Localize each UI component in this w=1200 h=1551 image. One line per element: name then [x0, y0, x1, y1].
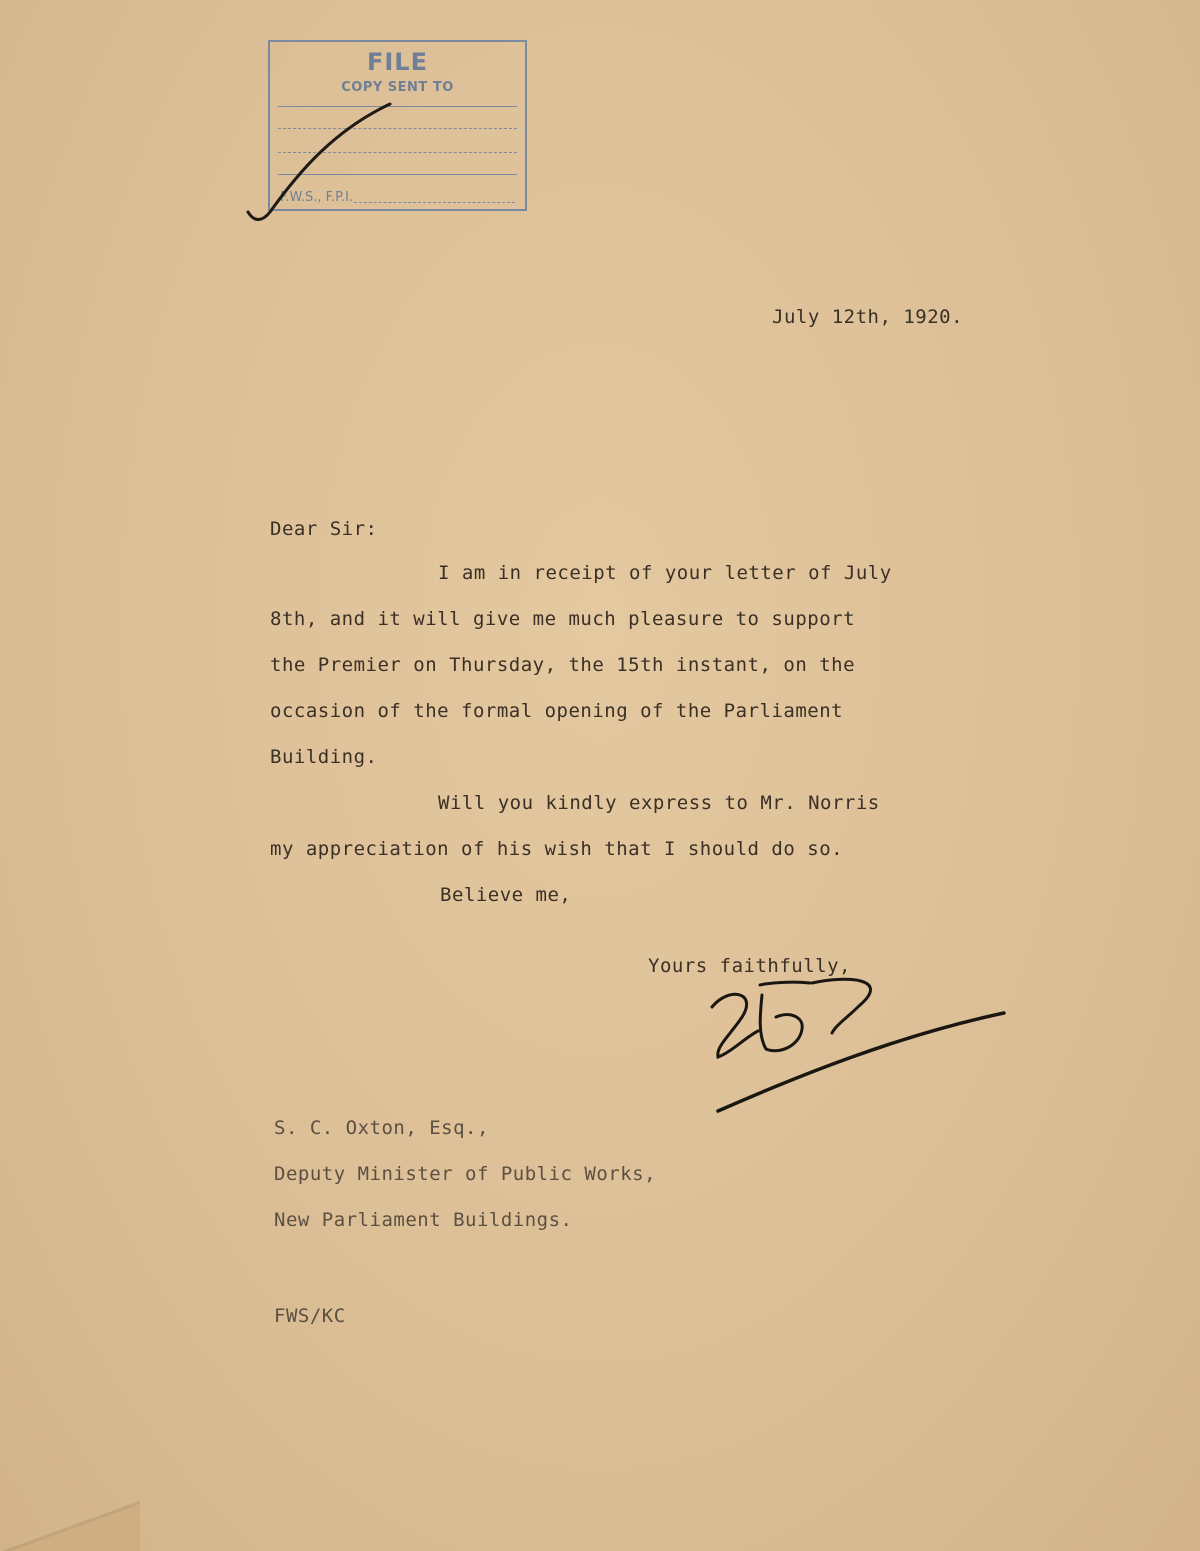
salutation: Dear Sir: [270, 518, 378, 540]
reference-initials: FWS/KC [274, 1305, 346, 1327]
recipient-line: Deputy Minister of Public Works, [274, 1163, 657, 1185]
stamp-initials: F.W.S., F.P.I. [280, 190, 354, 205]
body-line: I am in receipt of your letter of July [438, 562, 892, 584]
closing-believe: Believe me, [440, 884, 572, 906]
body-line: occasion of the formal opening of the Parliament [270, 700, 844, 722]
recipient-line: New Parliament Buildings. [274, 1209, 573, 1231]
body-line: Will you kindly express to Mr. Norris [438, 792, 880, 814]
closing-faithfully: Yours faithfully, [648, 955, 851, 977]
check-mark-icon [240, 100, 400, 240]
body-line: my appreciation of his wish that I should do so. [270, 838, 844, 860]
recipient-line: S. C. Oxton, Esq., [274, 1117, 489, 1139]
handwritten-signature [700, 965, 1010, 1125]
body-line: the Premier on Thursday, the 15th instant, on the [270, 654, 856, 676]
body-line: Building. [270, 746, 378, 768]
letter-date: July 12th, 1920. [772, 306, 964, 328]
body-line: 8th, and it will give me much pleasure to support [270, 608, 856, 630]
page-corner-fold [0, 1500, 140, 1551]
stamp-subtitle: COPY SENT TO [341, 80, 454, 95]
stamp-title: FILE [366, 48, 428, 76]
